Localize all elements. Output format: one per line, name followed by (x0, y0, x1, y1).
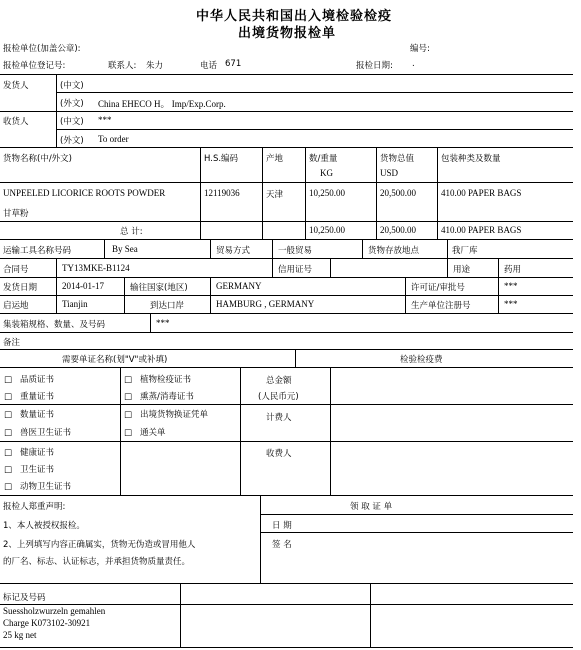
consignor-en-label: (外文) (60, 99, 84, 109)
cert-left-label: 动物卫生证书 (20, 482, 72, 492)
apply-date-label: 报检日期: (356, 61, 393, 71)
lc-label: 信用证号 (278, 265, 313, 275)
country-value: GERMANY (216, 281, 262, 291)
checkbox-icon[interactable]: □ (4, 392, 13, 402)
cert-left-label: 重量证书 (20, 392, 55, 402)
checkbox-icon[interactable]: □ (4, 465, 13, 475)
phone-label: 电话 (200, 61, 218, 71)
number-label: 编号: (410, 44, 430, 54)
value-unit: USD (380, 168, 399, 178)
transport-label: 运输工具名称号码 (3, 246, 72, 256)
consignor-cn-label: (中文) (60, 81, 84, 91)
certs-header: 需要单证名称(划"V"或补填) (62, 355, 168, 365)
cert-right-label: 通关单 (140, 428, 166, 438)
cert-left-item (4, 446, 54, 458)
port-to-label: 到达口岸 (150, 301, 185, 311)
checkbox-icon[interactable]: □ (4, 428, 13, 438)
cert-right-label: 植物检疫证书 (140, 375, 192, 385)
consignee-en-label: (外文) (60, 136, 84, 146)
cert-left-item (4, 480, 71, 492)
cert-left-label: 品质证书 (20, 375, 55, 385)
form-title: 中华人民共和国出入境检验检疫 (196, 9, 393, 24)
marks-line-2: Charge K073102-30921 (3, 618, 91, 628)
goods-packing: 410.00 PAPER BAGS (441, 188, 522, 198)
container-value: *** (156, 318, 170, 328)
ship-date-value: 2014-01-17 (62, 281, 104, 291)
storage-value-3: 库 (469, 246, 478, 256)
cert-left-label: 卫生证书 (20, 465, 55, 475)
form-subtitle: 出境货物报检单 (238, 26, 337, 41)
port-to-value: HAMBURG , GERMANY (216, 299, 315, 309)
total-value: 20,500.00 (380, 225, 416, 235)
producer-label: 生产单位注册号 (411, 301, 471, 311)
storage-label: 货物存放地点 (368, 246, 420, 256)
consignee-cn-label: (中文) (60, 117, 84, 127)
cert-left-item (4, 463, 54, 475)
container-label: 集装箱规格、数量、及号码 (3, 320, 106, 330)
contact-value: 朱力 (146, 61, 164, 71)
cert-left-label: 健康证书 (20, 448, 55, 458)
packing-header: 包装种类及数量 (441, 154, 501, 164)
fee-calculator-label: 计费人 (266, 413, 292, 423)
contract-label: 合同号 (3, 265, 29, 275)
usage-value: 药用 (504, 265, 522, 275)
marks-line-3: 25 kg net (3, 630, 37, 640)
total-quantity: 10,250.00 (309, 225, 345, 235)
declaration-line-1: 1、本人被授权报检。 (3, 521, 85, 531)
checkbox-icon[interactable]: □ (124, 428, 133, 438)
checkbox-icon[interactable]: □ (4, 375, 13, 385)
checkbox-icon[interactable]: □ (4, 448, 13, 458)
permit-value: *** (504, 281, 518, 291)
consignee-cn-value: *** (98, 115, 112, 125)
registration-label: 报检单位登记号: (3, 61, 66, 71)
total-packing: 410.00 PAPER BAGS (441, 225, 522, 235)
marks-line-1: Suessholzwurzeln gemahlen (3, 606, 106, 616)
receipt-title: 领 取 证 单 (350, 502, 393, 512)
cert-right-item (124, 426, 166, 438)
checkbox-icon[interactable]: □ (4, 482, 13, 492)
transport-value: By Sea (112, 244, 138, 254)
storage-value-1: 我 (452, 246, 461, 256)
consignee-en-value: To order (98, 134, 129, 144)
cert-left-item (4, 408, 54, 420)
cert-right-item (124, 390, 194, 402)
declaration-line-3: 的厂名、标志、认证标志，并承担货物质量责任。 (3, 557, 191, 567)
storage-value (452, 244, 478, 256)
fee-collector-label: 收费人 (266, 449, 292, 459)
origin-header: 产地 (266, 154, 284, 164)
cert-left-label: 兽医卫生证书 (20, 428, 72, 438)
apply-date-value: . (412, 59, 415, 69)
total-label: 总 计: (120, 227, 143, 237)
total-amount-label: 总金额 (266, 376, 292, 386)
goods-name-header: 货物名称(中/外文) (3, 154, 72, 164)
producer-value: *** (504, 299, 518, 309)
cert-right-label: 出境货物换证凭单 (140, 410, 209, 420)
contact-label: 联系人: (108, 61, 137, 71)
cert-right-label: 熏蒸/消毒证书 (140, 392, 194, 402)
fee-header: 检验检疫费 (400, 355, 443, 365)
goods-origin: 天津 (266, 190, 284, 200)
consignee-label: 收货人 (3, 117, 29, 127)
declaration-line-2: 2、上列填写内容正确属实，货物无伪造或冒用他人 (3, 540, 196, 550)
cert-left-item (4, 373, 54, 385)
port-from-value: Tianjin (62, 299, 88, 309)
checkbox-icon[interactable]: □ (124, 392, 133, 402)
cert-right-item (124, 408, 208, 420)
cert-left-item (4, 390, 54, 402)
goods-quantity: 10,250.00 (309, 188, 345, 198)
quantity-unit: KG (320, 168, 333, 178)
remarks-label: 备注 (3, 338, 21, 348)
total-amount-unit: (人民币元) (258, 392, 299, 402)
trade-mode-value: 一般贸易 (278, 246, 313, 256)
goods-hs-code: 12119036 (204, 188, 240, 198)
usage-label: 用途 (453, 265, 471, 275)
phone-value: 671 (225, 59, 242, 69)
permit-label: 许可证/审批号 (411, 283, 465, 293)
consignor-en-value: China EHECO H。 Imp/Exp.Corp. (98, 99, 226, 109)
cert-left-item (4, 426, 71, 438)
cert-right-item (124, 373, 191, 385)
hs-code-header: H.S.编码 (204, 154, 239, 164)
marks-label: 标记及号码 (3, 593, 46, 603)
ship-date-label: 发货日期 (3, 283, 38, 293)
checkbox-icon[interactable]: □ (4, 410, 13, 420)
quantity-header: 数/重量 (309, 154, 338, 164)
storage-value-2: 厂 (460, 246, 470, 256)
goods-name-cn: 甘草粉 (3, 209, 29, 219)
trade-mode-label: 贸易方式 (216, 246, 251, 256)
checkbox-icon[interactable]: □ (124, 375, 133, 385)
value-header: 货物总值 (380, 154, 415, 164)
applicant-unit-label: 报检单位(加盖公章): (3, 44, 81, 54)
checkbox-icon[interactable]: □ (124, 410, 133, 420)
contract-value: TY13MKE-B1124 (62, 263, 130, 273)
declaration-title: 报检人郑重声明: (3, 502, 66, 512)
receipt-sign-label: 签 名 (272, 540, 292, 550)
cert-left-label: 数量证书 (20, 410, 55, 420)
port-from-label: 启运地 (3, 301, 29, 311)
goods-value: 20,500.00 (380, 188, 416, 198)
goods-name-en: UNPEELED LICORICE ROOTS POWDER (3, 188, 166, 198)
consignor-label: 发货人 (3, 81, 29, 91)
receipt-date-label: 日 期 (272, 521, 292, 531)
country-label: 输往国家(地区) (130, 283, 188, 293)
